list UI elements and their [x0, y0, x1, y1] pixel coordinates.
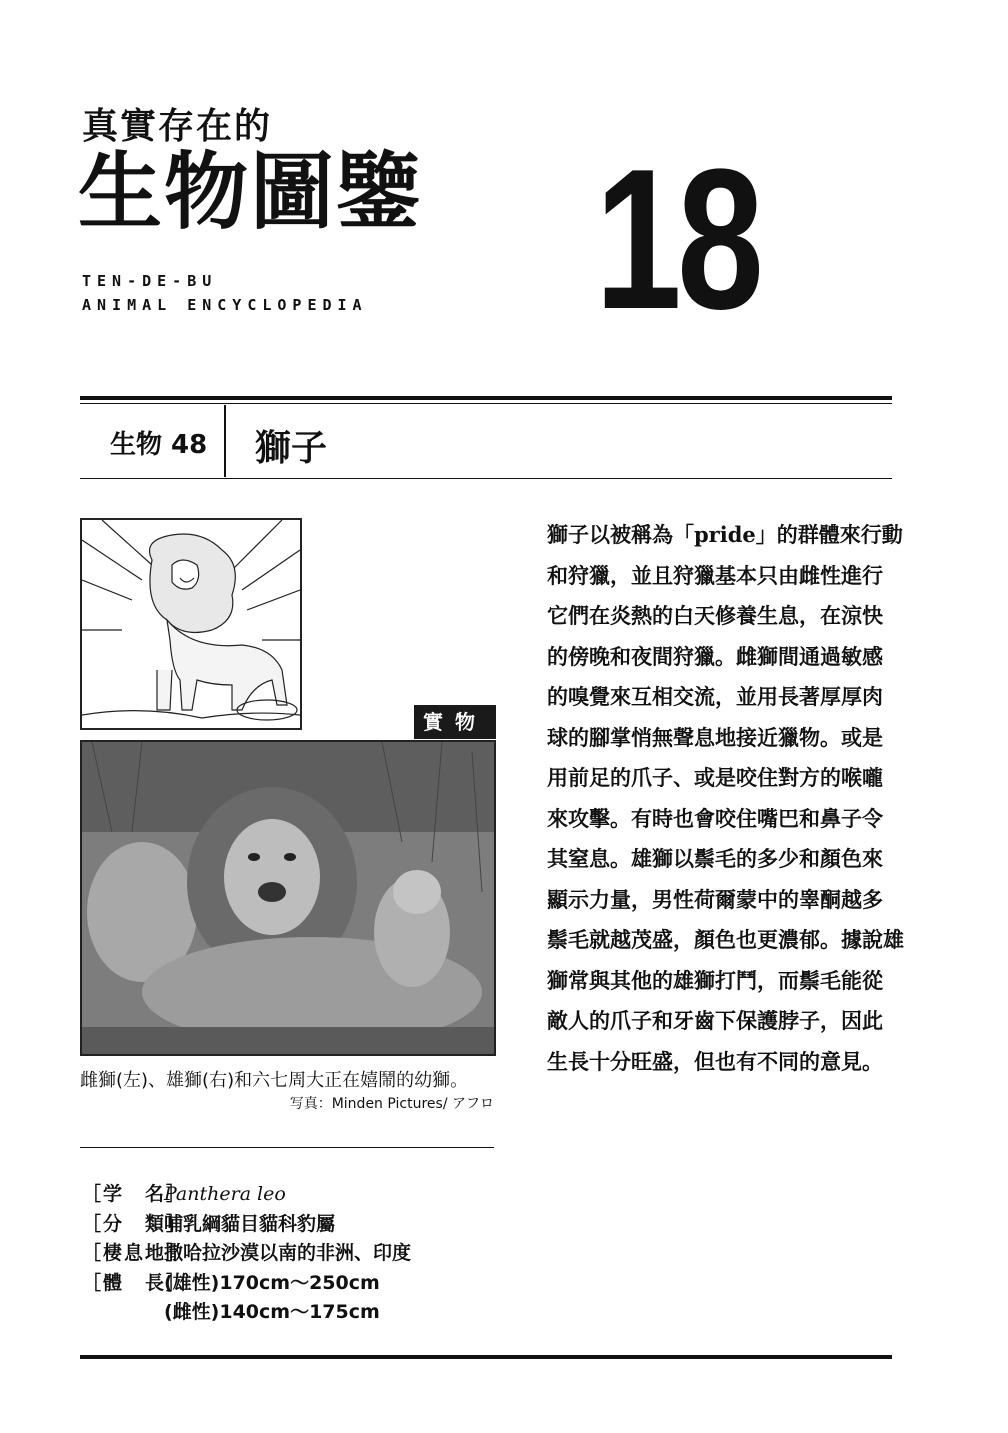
label-habitat: ［棲息地］: [82, 1242, 188, 1264]
body-line: 顯示力量，男性荷爾蒙中的睾酮越多: [547, 886, 883, 912]
value-scientific-name: Panthera leo: [164, 1183, 286, 1205]
label-body-length: ［體 長］: [82, 1271, 188, 1294]
lion-illustration: [80, 518, 302, 730]
value-length-female: (雌性)140cm～175cm: [164, 1301, 380, 1323]
body-line: 獅子以被稱為「pride」的群體來行動: [547, 522, 903, 547]
body-line: 的傍晚和夜間狩獵。雌獅間通過敏感: [547, 643, 883, 669]
photo-badge: 實物: [414, 705, 496, 739]
body-line: 其窒息。雄獅以鬃毛的多少和顏色來: [547, 846, 883, 871]
label-scientific-name: ［学 名］: [82, 1183, 188, 1205]
body-line: 球的腳掌悄無聲息地接近獵物。或是: [547, 724, 883, 750]
photo-caption: 雌獅(左)、雄獅(右)和六七周大正在嬉鬧的幼獅。: [80, 1070, 469, 1091]
volume-number: 18: [595, 128, 760, 351]
entry-bottom-rule: [80, 478, 892, 479]
entry-name: 獅子: [255, 428, 328, 469]
body-line: 的嗅覺來互相交流，並用長著厚厚肉: [547, 684, 883, 709]
top-rule-thin: [80, 403, 892, 404]
book-title: 生物圖鑒: [78, 143, 423, 241]
lion-photo: [80, 740, 496, 1056]
info-row-body-length-female: [82, 1298, 411, 1328]
species-info: [82, 1180, 411, 1328]
body-line: 來攻擊。有時也會咬住嘴巴和鼻子令: [547, 805, 883, 831]
body-line: 敵人的爪子和牙齒下保護脖子，因此: [547, 1008, 883, 1033]
body-line: 生長十分旺盛，但也有不同的意見。: [547, 1048, 883, 1074]
description-text: [547, 515, 904, 1082]
entry-divider: [224, 405, 226, 477]
info-row-habitat: [82, 1239, 411, 1269]
info-row-scientific-name: [82, 1180, 411, 1210]
value-habitat: 撒哈拉沙漠以南的非洲、印度: [164, 1242, 412, 1264]
photo-credit: 写真：Minden Pictures/ アフロ: [289, 1096, 494, 1112]
body-line: 鬃毛就越茂盛，顏色也更濃郁。據說雄: [547, 927, 904, 952]
series-title: 真實存在的: [82, 106, 273, 147]
info-row-body-length: [82, 1269, 411, 1299]
body-line: 和狩獵，並且狩獵基本只由雌性進行: [547, 562, 883, 588]
subtitle-line-2: ANIMAL ENCYCLOPEDIA: [82, 296, 368, 314]
value-length-male: (雄性)170cm～250cm: [164, 1271, 380, 1294]
body-line: 用前足的爪子、或是咬住對方的喉嚨: [547, 765, 883, 790]
entry-number: 生物 48: [110, 430, 208, 460]
body-line: 獅常與其他的雄獅打鬥，而鬃毛能從: [547, 967, 883, 993]
info-divider: [80, 1147, 494, 1148]
subtitle-line-1: TEN-DE-BU: [82, 272, 218, 290]
label-classification: ［分 類］: [82, 1212, 188, 1235]
body-line: 它們在炎熱的白天修養生息，在涼快: [547, 603, 883, 628]
bottom-rule: [80, 1355, 892, 1359]
value-classification: 哺乳綱貓目貓科豹屬: [164, 1212, 336, 1235]
top-rule: [80, 396, 892, 400]
info-row-classification: [82, 1210, 411, 1240]
